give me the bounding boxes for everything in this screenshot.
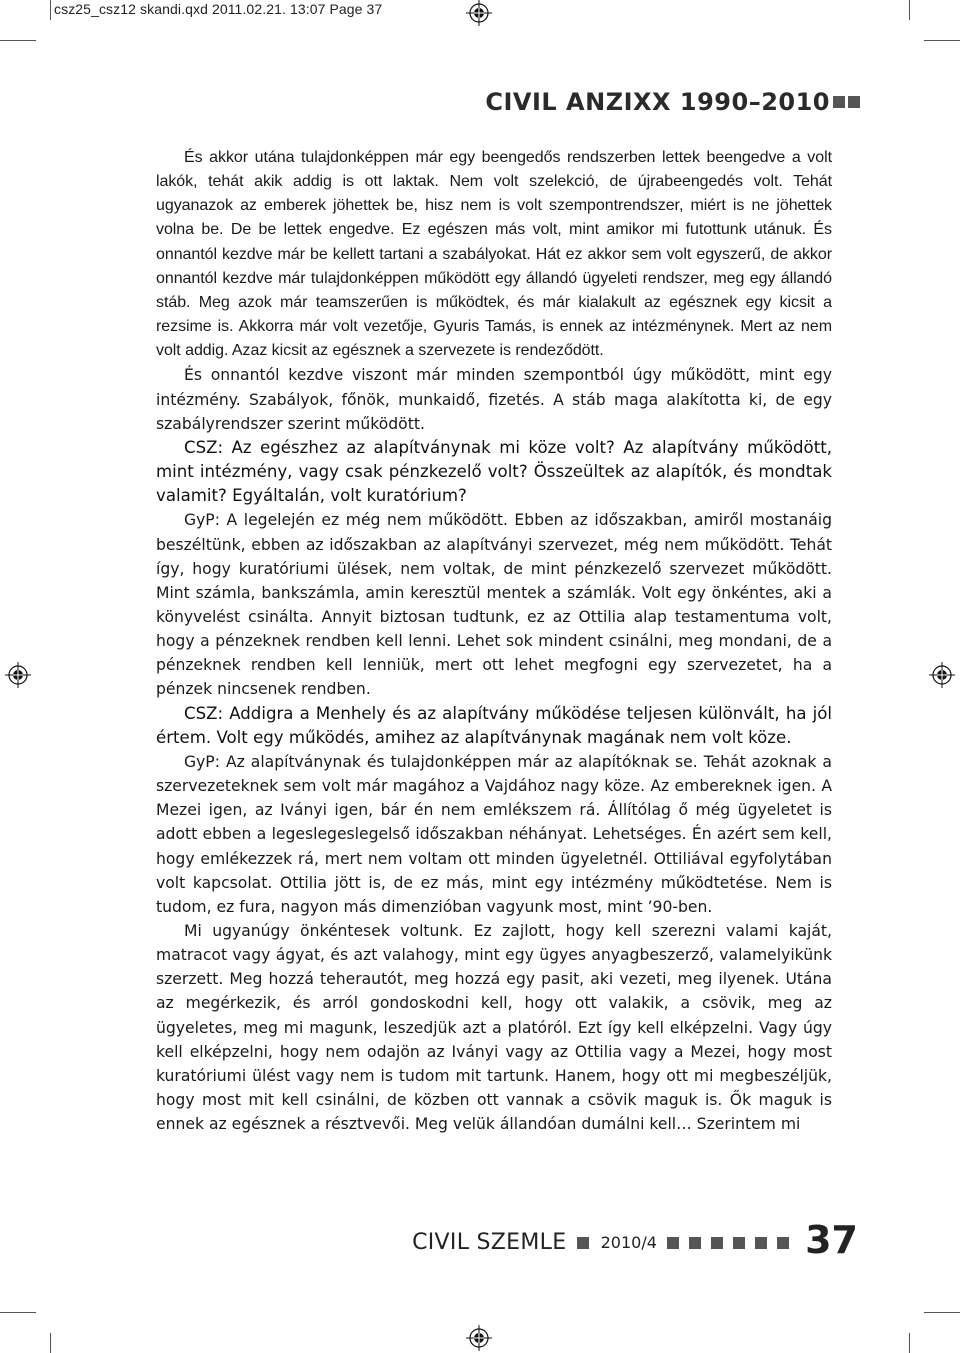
article-body	[156, 146, 832, 1136]
page-number: 37	[805, 1218, 858, 1262]
paragraph-text: Az alapítványnak és tulajdonképpen már az alapítóknak se. Tehát azoknak a szervezeteknek sem volt már magához a Vajdához nagy köze. Az embereknek igen. A Mezei igen, az Iványi igen, bár én nem emlékszem rá. Állítólag ő még ügyeletet is adott ebben a legeslegeslegelső időszakban néhányat. Lehetséges. Én azért sem kell, hogy emlékezzek rá, mert nem voltam ott minden ügyeletnél. Ottiliával egyfolytában volt kapcsolat. Ottilia jött is, de ez más, mint egy intézmény működtetése. Nem is tudom, ez fura, nagyon más dimenzióban vagyunk most, mint ’90-ben.	[156, 752, 832, 916]
square-bullet-icon	[667, 1237, 679, 1249]
registration-mark-icon	[929, 662, 955, 688]
square-bullet-icon	[711, 1237, 723, 1249]
speaker-label: CSZ:	[184, 437, 224, 457]
registration-mark-icon	[466, 1325, 492, 1351]
paragraph: És akkor utána tulajdonképpen már egy beengedős rendszerben lettek beengedve a volt lakók, tehát akik addig is ott laktak. Nem volt szelekció, de újrabeengedés volt. Tehát ugyanazok az emberek jöhettek be, hisz nem is volt szempontrendszer, miért is ne jöhettek volna be. De be lettek engedve. Ez egészen más volt, mint amikor mi futottunk utánuk. És onnantól kezdve már be kellett tartani a szabályokat. Hát ez akkor sem volt egyszerű, de akkor onnantól kezdve már tulajdonképpen működött egy állandó ügyeleti rendszer, meg egy állandó stáb. Meg azok már teamszerűen is működtek, és már kialakult az egésznek egy kicsit a rezsime is. Akkorra már volt vezetője, Gyuris Tamás, is ennek az intézménynek. Mert az nem volt addig. Azaz kicsit az egésznek a szervezete is rendeződött.	[156, 149, 832, 360]
square-bullet-icon	[777, 1237, 789, 1249]
square-bullet-icon	[733, 1237, 745, 1249]
print-slug: csz25_csz12 skandi.qxd 2011.02.21. 13:07 Page 37	[54, 1, 383, 17]
speaker-label: GyP:	[184, 511, 220, 530]
square-bullet-icon	[848, 96, 860, 108]
answer-paragraph	[156, 508, 832, 701]
running-head-title: CIVIL ANZIXX 1990–2010	[485, 88, 830, 116]
running-head	[485, 88, 860, 116]
crop-mark	[924, 40, 960, 41]
paragraph-text: Az egészhez az alapítványnak mi köze volt? Az alapítvány működött, mint intézmény, vagy csak pénzkezelő volt? Összeültek az alapítók, és mondtak valamit? Egyáltalán, volt kuratórium?	[156, 437, 832, 506]
crop-mark	[909, 0, 910, 20]
issue-number: 2010/4	[600, 1233, 657, 1252]
speaker-label: GyP:	[184, 752, 220, 771]
crop-mark	[0, 1312, 36, 1313]
crop-mark	[0, 40, 36, 41]
page-footer	[412, 1218, 858, 1262]
paragraph: Mi ugyanúgy önkéntesek voltunk. Ez zajlott, hogy kell szerezni valami kaját, matracot vagy ágyat, és azt valahogy, mint egy ügyes anyagbeszerző, valamelyikünk szerzett. Meg hozzá teherautót, meg hozzá egy pasit, aki vezeti, meg ilyenek. Utána az megérkezik, és arról gondoskodni kell, hogy ott valakik, a csövik, meg az ügyeletes, meg mi magunk, leszedjük azt a platóról. Ezt így kell elképzelni. Vagy úgy kell elképzelni, hogy nem odajön az Iványi vagy az Ottilia vagy a Mezei, hogy most kuratóriumi ülést vagy nem is tudom mit tartunk. Hanem, hogy ott mi megbeszéljük, hogy most mit kell csinálni, de közben ott vannak a csövik maguk is. Ők maguk is ennek az egésznek a résztvevői. Meg velük állandóan dumálni kell… Szerintem mi	[156, 922, 832, 1134]
crop-mark	[909, 1333, 910, 1353]
speaker-label: CSZ:	[184, 703, 224, 723]
crop-mark	[924, 1312, 960, 1313]
question-paragraph	[156, 702, 832, 750]
journal-name: CIVIL SZEMLE	[412, 1230, 567, 1255]
paragraph-text: Addigra a Menhely és az alapítvány működése teljesen különvált, ha jól értem. Volt egy működés, amihez az alapítványnak magának nem volt köze.	[156, 703, 832, 747]
crop-mark	[50, 0, 51, 20]
answer-paragraph	[156, 750, 832, 919]
square-bullet-icon	[577, 1237, 589, 1249]
crop-mark	[50, 1333, 51, 1353]
question-paragraph	[156, 436, 832, 508]
registration-mark-icon	[5, 662, 31, 688]
square-bullet-icon	[755, 1237, 767, 1249]
registration-mark-icon	[466, 0, 492, 26]
square-bullet-icon	[689, 1237, 701, 1249]
paragraph-text: A legelején ez még nem működött. Ebben az időszakban, amiről mostanáig beszéltünk, ebben az időszakban az alapítványi szervezet, még nem működött. Tehát így, hogy kuratóriumi ülések, nem voltak, de mint pénzkezelő szervezet működött. Mint számla, bankszámla, amin keresztül mentek a számlák. Volt egy önkéntes, aki a könyvelést csinálta. Annyit biztosan tudtunk, ez az Ottilia alap testamentuma volt, hogy a pénzeknek rendben kell lenni. Lehet sok mindent csinálni, meg mondani, de a pénzeknek rendben kell lenniük, mert ott lehet megfogni egy szervezetet, ha a pénzek nincsenek rendben.	[156, 511, 832, 699]
paragraph: És onnantól kezdve viszont már minden szempontból úgy működött, mint egy intézmény. Szabályok, főnök, munkaidő, fizetés. A stáb maga alakította ki, de egy szabályrendszer szerint működött.	[156, 366, 832, 433]
square-bullet-icon	[833, 96, 845, 108]
